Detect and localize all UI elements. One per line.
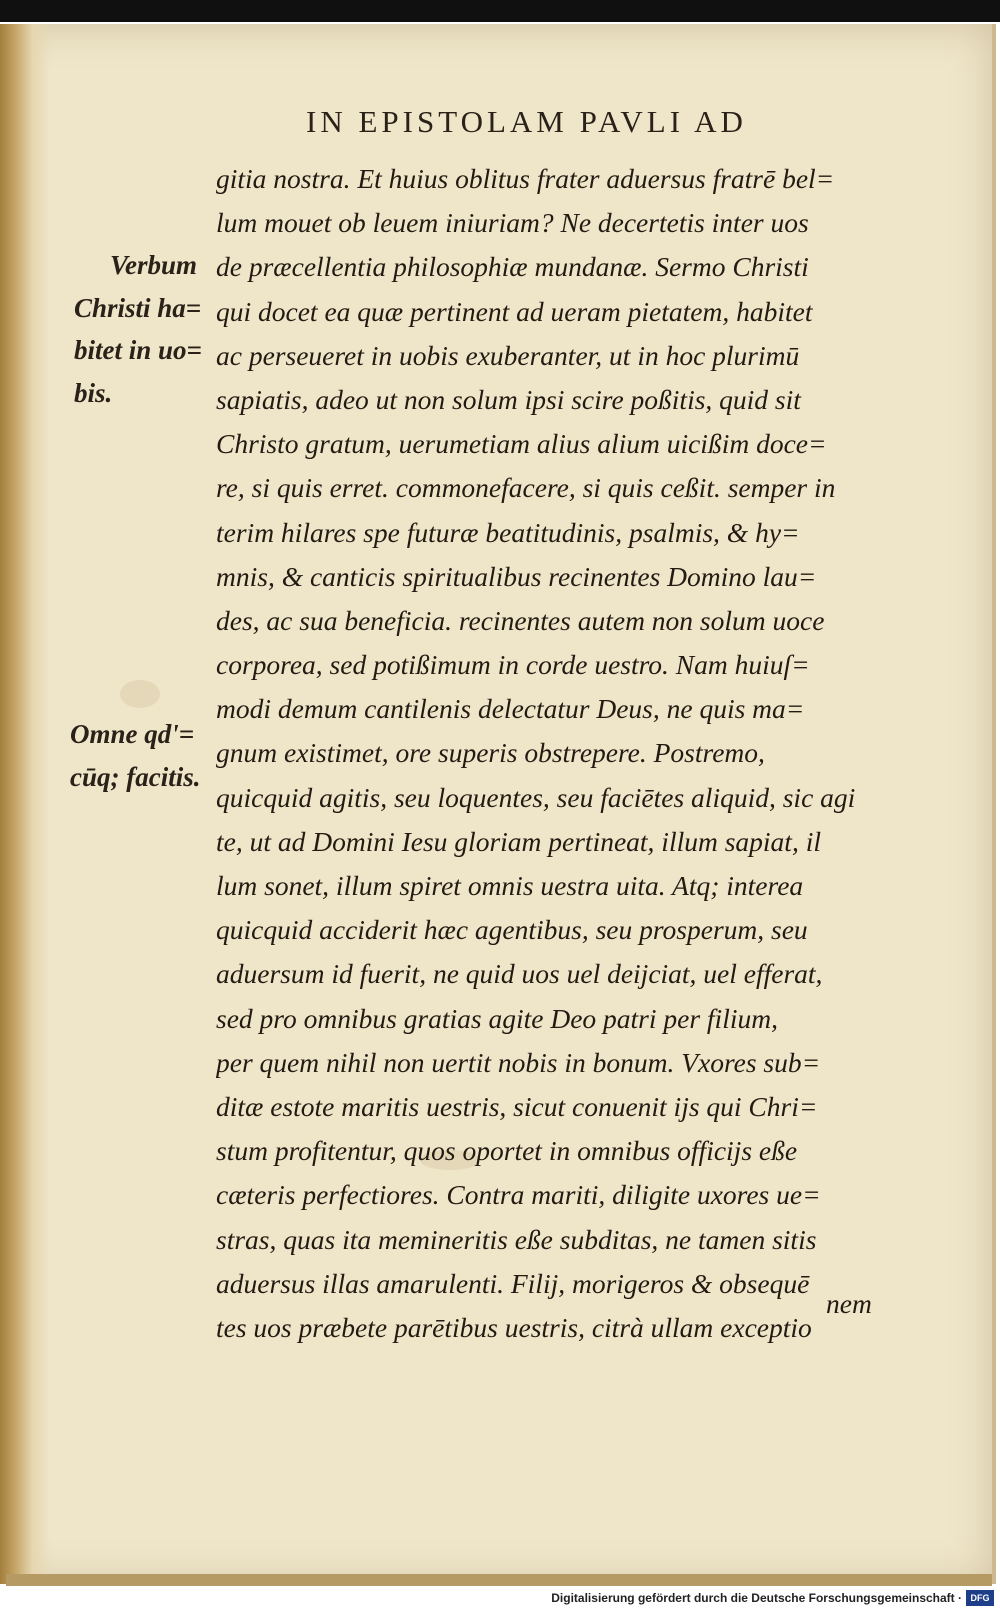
body-line: per quem nihil non uertit nobis in bonum. Vxores sub=: [216, 1046, 821, 1078]
running-head: IN EPISTOLAM PAVLI AD: [306, 104, 747, 139]
margin-note-line: Omne qd'=: [70, 719, 195, 749]
body-line: gnum existimet, ore superis obstrepere. Postremo,: [216, 737, 765, 769]
top-scan-band: [0, 0, 1000, 22]
body-line: re, si quis erret. commonefacere, si quis ceßit. semper in: [216, 472, 836, 504]
binding-gutter: [0, 24, 50, 1584]
body-line: tes uos præbete parētibus uestris, citrà ullam exceptio: [216, 1311, 812, 1343]
margin-note-line: Christi ha=: [74, 292, 202, 323]
body-line: lum mouet ob leuem iniuriam? Ne decertetis inter uos: [216, 207, 809, 239]
page-bottom-edge: [6, 1574, 992, 1586]
body-line: lum sonet, illum spiret omnis uestra uita. Atq; interea: [216, 870, 804, 901]
margin-note-line: bis.: [74, 377, 113, 408]
body-line: sapiatis, adeo ut non solum ipsi scire poßitis, quid sit: [216, 383, 801, 415]
margin-note-line: Verbum: [110, 250, 198, 280]
dfg-logo: DFG: [966, 1590, 994, 1606]
body-line: cæteris perfectiores. Contra mariti, diligite uxores ue=: [216, 1179, 821, 1211]
body-line: mnis, & canticis spiritualibus recinentes Domino lau=: [216, 560, 817, 592]
body-line: Christo gratum, uerumetiam alius alium uicißim doce=: [216, 428, 827, 460]
body-line: modi demum cantilenis delectatur Deus, ne quis ma=: [216, 693, 805, 725]
paper-stain: [120, 680, 160, 708]
body-line: quicquid agitis, seu loquentes, seu faciētes aliquid, sic agi: [216, 781, 856, 813]
margin-note-line: cūq; facitis.: [70, 761, 201, 792]
body-line: de præcellentia philosophiæ mundanæ. Sermo Christi: [216, 251, 809, 283]
body-line: ditæ estote maritis uestris, sicut conuenit ijs qui Chri=: [216, 1090, 818, 1122]
margin-note-omne-quodcumque: [70, 713, 200, 798]
body-line: gitia nostra. Et huius oblitus frater aduersus fratrē bel=: [216, 163, 835, 194]
body-line: qui docet ea quæ pertinent ad ueram pietatem, habitet: [216, 295, 813, 327]
body-line: sed pro omnibus gratias agite Deo patri per filium,: [216, 1002, 778, 1034]
body-line: stras, quas ita memineritis eße subditas, ne tamen sitis: [216, 1223, 817, 1255]
body-line: aduersum id fuerit, ne quid uos uel deijciat, uel efferat,: [216, 958, 823, 990]
margin-note-verbum-christi: [74, 244, 202, 414]
digitization-credit: Digitalisierung gefördert durch die Deutsche Forschungsgemeinschaft ·: [551, 1591, 962, 1605]
footer-bar: [0, 1588, 1000, 1611]
body-line: ac perseueret in uobis exuberanter, ut in hoc plurimū: [216, 339, 800, 371]
body-line: des, ac sua beneficia. recinentes autem non solum uoce: [216, 604, 825, 636]
margin-note-line: bitet in uo=: [74, 335, 202, 366]
catchword: nem: [826, 1288, 872, 1319]
body-text: [216, 157, 908, 1350]
body-line: stum profitentur, quos oportet in omnibus officijs eße: [216, 1135, 798, 1167]
body-line: aduersus illas amarulenti. Filij, morigeros & obsequē: [216, 1267, 810, 1299]
body-line: corporea, sed potißimum in corde uestro. Nam huiuſ=: [216, 649, 810, 681]
body-line: te, ut ad Domini Iesu gloriam pertineat, illum sapiat, il: [216, 825, 821, 857]
body-line: terim hilares spe futuræ beatitudinis, psalmis, & hy=: [216, 516, 800, 548]
body-line: quicquid acciderit hæc agentibus, seu prosperum, seu: [216, 914, 808, 946]
